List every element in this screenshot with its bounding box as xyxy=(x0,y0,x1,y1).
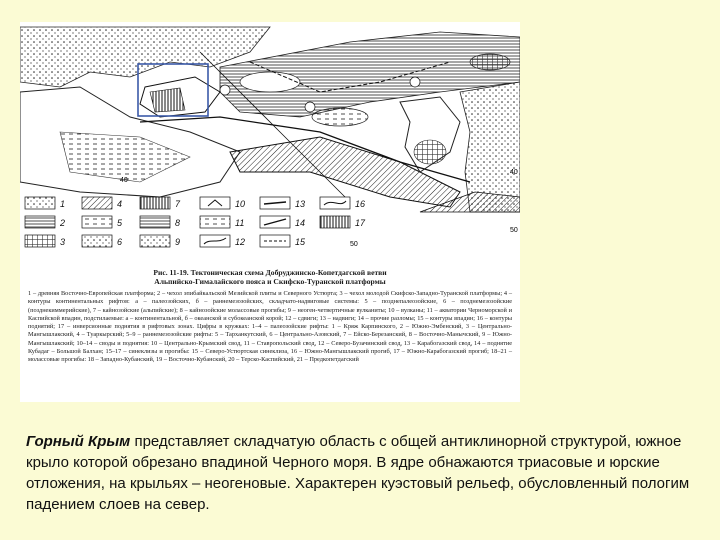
figure-caption-title xyxy=(28,268,512,286)
legend-number: 2 xyxy=(60,218,66,228)
legend-swatch xyxy=(320,216,350,228)
legend-swatch xyxy=(25,197,55,209)
legend-number: 14 xyxy=(295,218,306,228)
legend-swatch xyxy=(82,216,112,228)
legend-number: 13 xyxy=(295,199,306,209)
tectonic-figure xyxy=(20,22,520,402)
tectonic-map xyxy=(20,22,520,272)
legend-number: 12 xyxy=(235,237,246,247)
rift-number-marker xyxy=(220,85,230,95)
rift-number-marker xyxy=(305,102,315,112)
region-arch xyxy=(470,54,510,70)
legend-swatch xyxy=(82,235,112,247)
map-label: 50 xyxy=(510,227,518,234)
map-label: 40 xyxy=(510,169,518,176)
region-crimea-core xyxy=(150,88,185,112)
description-lead: Горный Крым xyxy=(26,433,131,450)
region-depression xyxy=(312,108,368,126)
legend-number: 16 xyxy=(355,199,366,209)
legend-swatch xyxy=(140,216,170,228)
map-label: 40 xyxy=(120,177,128,184)
rift-number-marker xyxy=(410,77,420,87)
caption-title-line: Альпийско-Гималайского пояса и Скифско-Туранской платформы xyxy=(154,277,386,286)
legend-number: 4 xyxy=(117,199,123,209)
legend-number: 10 xyxy=(235,199,246,209)
description-text: представляет складчатую область с общей антиклинорной структурой, южное крыло которой обрезано впадиной Черного моря. В ядре обнажаются триасовые и юрские отложения, на крыльях – неогеновые. Характерен куэстовый рельеф, обусловленный пологим падением слоев на север. xyxy=(26,433,690,513)
caption-title-line: Рис. 11-19. Тектоническая схема Добруджинско-Копетдагской ветви xyxy=(153,268,387,277)
legend-number: 11 xyxy=(235,218,245,228)
legend-swatch xyxy=(200,197,230,209)
legend-swatch xyxy=(82,197,112,209)
legend-number: 6 xyxy=(117,237,123,247)
crimea-description xyxy=(26,431,706,515)
figure-caption-body: 1 – древняя Восточно-Европейская платформа; 2 – чехол эпибайкальской Мезийской плиты и Северного Устюрта; 3 – чехол молодой Скифско-Западно-Туранской платформы; 4 – контуры континентальных рифтов: а – палеозойских, б – раннемезозойских, складчато-надвиговые системы: 5 – позднепалеозойские, 6 – позднемезозойские (позднекиммерийские), 7 – кайнозойские (альпийские); 8 – кайнозойские молассовые прогибы; 9 – неоген-четвертичные вулканиты; 10 – вулканы; 11 – акватории Черноморской и Каспийской впадин, подстилаемые: а – континентальной, б – океанской и субокеанской корой; 12 – сдвиги; 13 – надвиги; 14 – прочие разломы; 15 – контуры впадин; 16 – контуры поднятий; 17 – инверсионные поднятия в рифтовых зонах. Цифры в кружках: 1–4 – палеозойские рифты: 1 – Кряж Карпинского, 2 – Южно-Эмбенский, 3 – Центрально-Мангышлакский, 4 – Туаркырский; 5–9 – раннемезозойские рифты: 5 – Тарханкутский, 6 – Центрально-Азовский, 7 – Ейско-Березанский, 8 – Восточно-Манычский, 9 – Южно-Мангышлакский; 10–14 – своды и поднятия: 10 – Центрально-Крымский свод, 11 – Ставропольский свод, 12 – Северо-Бузачинский свод, 13 – Карабогазский свод, 14 – поднятие Кубадаг – Большой Балхан; 15–17 – синеклизы и прогибы: 15 – Северо-Устюртская синеклиза, 16 – Южно-Мангышлакский прогиб, 17 – Южно-Карабогазский прогиб; 18–21 – молассовые прогибы: 18 – Западно-Кубанский, 19 – Восточно-Кубанский, 20 – Терско-Каспийский, 21 – Предкопетдагский xyxy=(28,290,512,364)
region-turan-plate xyxy=(460,82,520,212)
legend-swatch xyxy=(140,235,170,247)
legend-number: 8 xyxy=(175,218,181,228)
region-caspian-basin xyxy=(414,140,446,164)
legend-number: 9 xyxy=(175,237,181,247)
legend-swatch xyxy=(200,216,230,228)
legend-number: 1 xyxy=(60,199,66,209)
legend-swatch xyxy=(25,235,55,247)
map-label: 50 xyxy=(350,241,358,248)
legend-number: 7 xyxy=(175,199,181,209)
legend-number: 5 xyxy=(117,218,123,228)
region-uplift xyxy=(240,72,300,92)
legend-number: 3 xyxy=(60,237,66,247)
legend-number: 17 xyxy=(355,218,366,228)
legend-swatch xyxy=(25,216,55,228)
legend-number: 15 xyxy=(295,237,306,247)
legend-swatch xyxy=(140,197,170,209)
